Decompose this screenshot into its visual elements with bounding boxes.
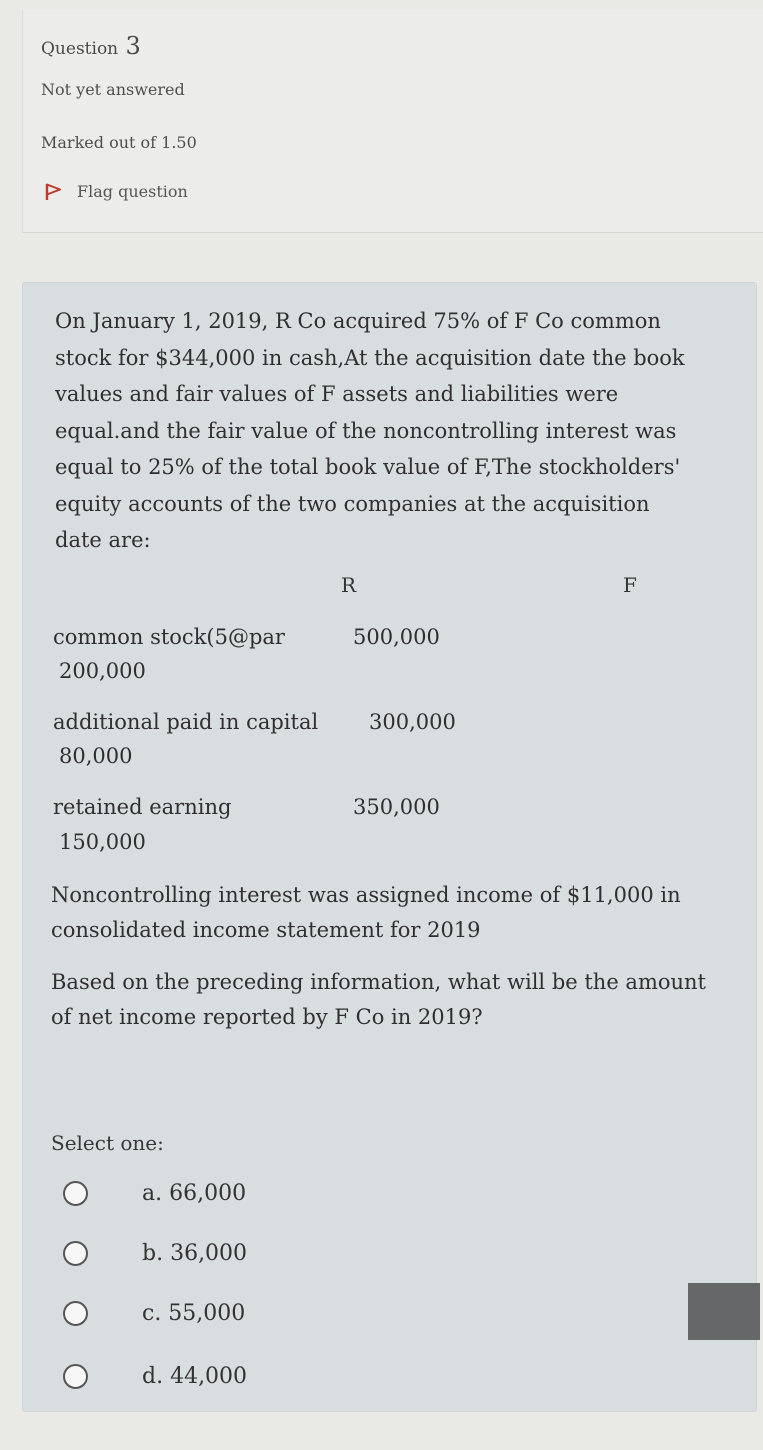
answer-option-d[interactable] bbox=[63, 1364, 247, 1389]
answer-option-label: a. 66,000 bbox=[142, 1181, 247, 1206]
flag-question-label: Flag question bbox=[77, 182, 188, 201]
question-info-panel bbox=[22, 10, 763, 233]
flag-question-link[interactable] bbox=[45, 182, 188, 201]
side-block bbox=[688, 1283, 760, 1340]
column-header-r: R bbox=[341, 573, 357, 597]
row-label-common-stock: common stock(5@par bbox=[53, 625, 285, 649]
answer-option-c[interactable] bbox=[63, 1301, 245, 1326]
question-prompt: Based on the preceding information, what will be the amount of net income reported by F Co in 2019? bbox=[51, 970, 706, 1029]
question-content-panel bbox=[22, 282, 757, 1412]
row-r-value-apic: 300,000 bbox=[369, 710, 456, 734]
answer-option-a[interactable] bbox=[63, 1181, 246, 1206]
question-number: 3 bbox=[125, 32, 141, 60]
answer-option-label: c. 55,000 bbox=[142, 1301, 246, 1326]
answer-option-b[interactable] bbox=[63, 1241, 247, 1266]
nci-text: Noncontrolling interest was assigned income of $11,000 in consolidated income statement for 2019 bbox=[51, 883, 681, 942]
answer-option-label: b. 36,000 bbox=[142, 1241, 248, 1266]
flag-icon bbox=[45, 183, 63, 201]
row-f-value-retained-earning: 150,000 bbox=[59, 830, 146, 854]
question-word: Question bbox=[41, 39, 119, 59]
row-label-retained-earning: retained earning bbox=[53, 795, 232, 819]
radio-icon[interactable] bbox=[63, 1241, 88, 1266]
row-label-apic: additional paid in capital bbox=[53, 710, 319, 734]
row-r-value-common-stock: 500,000 bbox=[353, 625, 440, 649]
row-f-value-apic: 80,000 bbox=[59, 744, 133, 768]
select-one-label: Select one: bbox=[51, 1131, 164, 1155]
radio-icon[interactable] bbox=[63, 1301, 88, 1326]
radio-icon[interactable] bbox=[63, 1181, 88, 1206]
row-f-value-common-stock: 200,000 bbox=[59, 659, 146, 683]
answer-status: Not yet answered bbox=[41, 80, 185, 99]
answer-option-label: d. 44,000 bbox=[142, 1364, 248, 1389]
radio-icon[interactable] bbox=[63, 1364, 88, 1389]
question-text: On January 1, 2019, R Co acquired 75% of F Co common stock for $344,000 in cash,At the acquisition date the book values and fair values of F assets and liabilities were equal.and the fair value of the noncontrolling interest was equal to 25% of the total book value of F,The stockholders' equity accounts of the two companies at the acquisition date are: bbox=[55, 309, 685, 552]
column-header-f: F bbox=[623, 573, 637, 597]
question-title bbox=[41, 32, 141, 60]
marks-info: Marked out of 1.50 bbox=[41, 133, 197, 152]
row-r-value-retained-earning: 350,000 bbox=[353, 795, 440, 819]
